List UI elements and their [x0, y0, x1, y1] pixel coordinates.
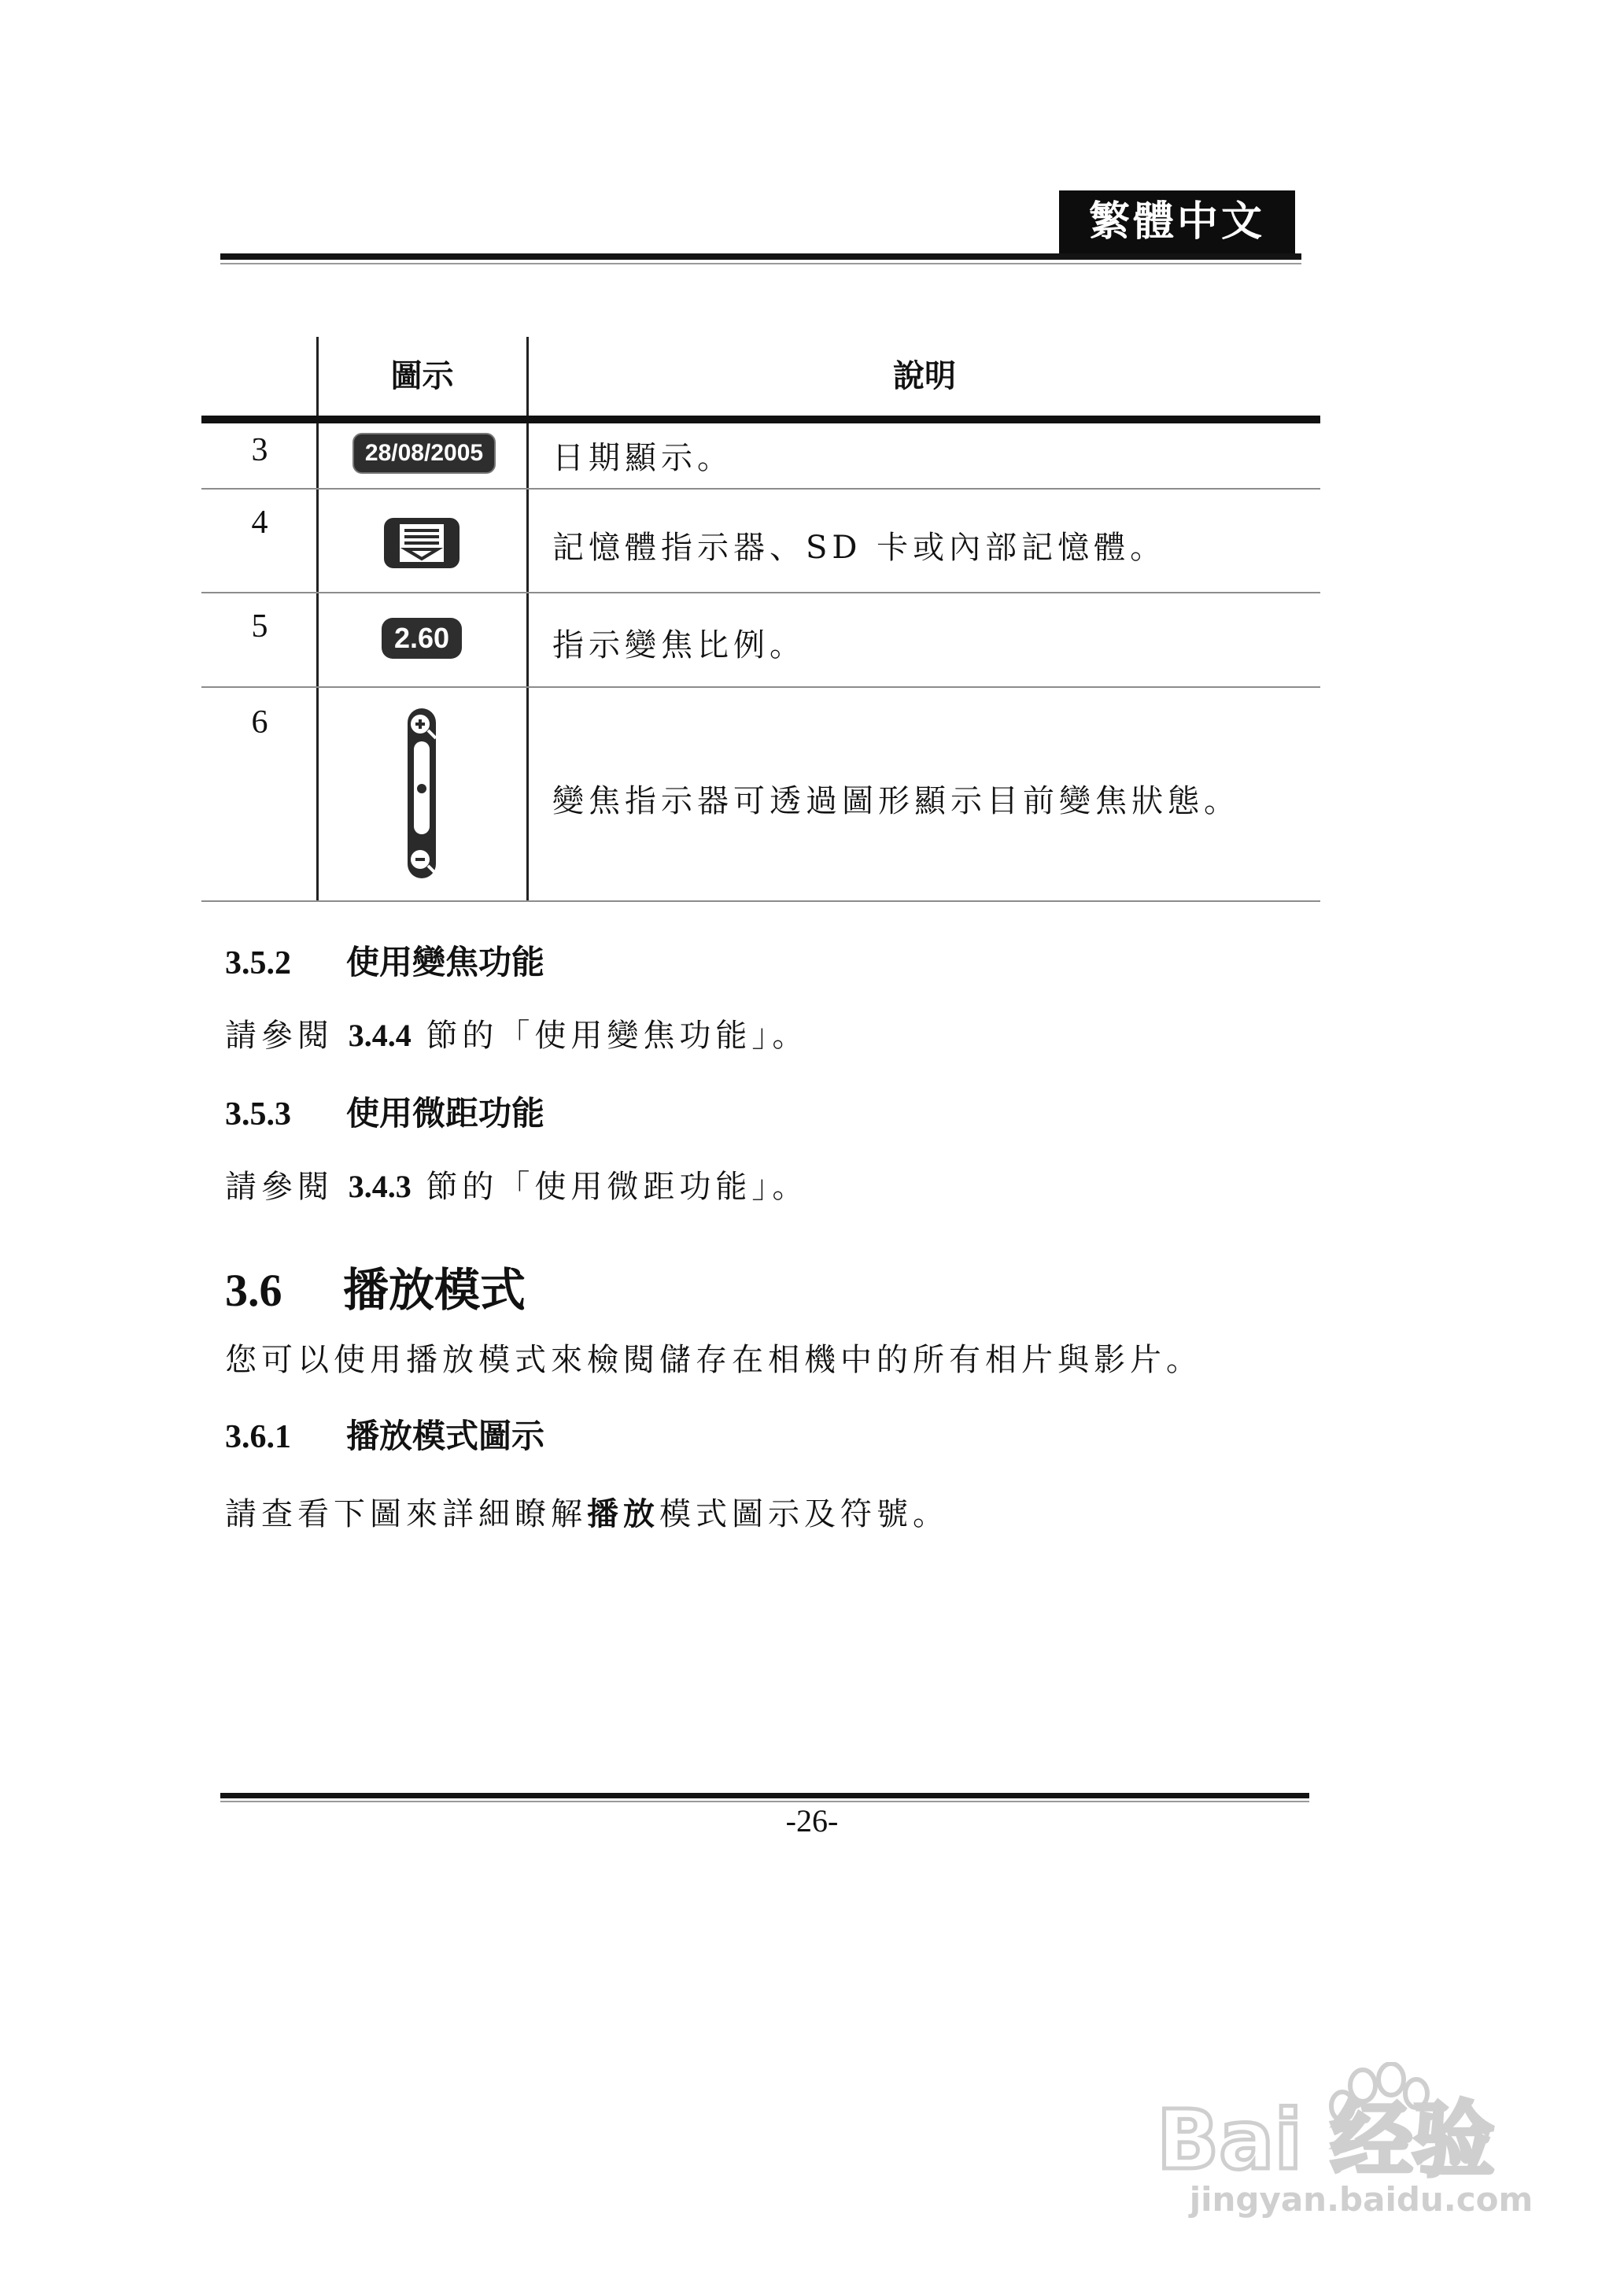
- section-paragraph: [225, 1011, 808, 1055]
- table-row-description: 日期顯示。: [552, 440, 733, 476]
- section-title: 播放模式圖示: [346, 1417, 545, 1455]
- footer-rule: [220, 1793, 1309, 1798]
- table-header-description: 說明: [893, 357, 956, 394]
- table-row-number: 4: [251, 504, 268, 541]
- watermark-url: jingyan.baidu.com: [1189, 2180, 1534, 2219]
- table-header-rule: [201, 416, 1320, 423]
- para-text: 請查看下圖來詳細瞭解: [225, 1496, 587, 1532]
- zoom-slider-icon: [397, 705, 447, 881]
- section-number: 3.5.2: [225, 945, 291, 981]
- section-title: 使用微距功能: [346, 1094, 545, 1133]
- header-rule-thin: [220, 263, 1301, 264]
- section-paragraph: 您可以使用播放模式來檢閱儲存在相機中的所有相片與影片。: [225, 1342, 1202, 1378]
- section-title: 使用變焦功能: [346, 943, 545, 981]
- table-row-divider: [201, 686, 1320, 688]
- section-title: 播放模式: [343, 1263, 526, 1317]
- para-text: 節的「使用變焦功能」。: [426, 1018, 809, 1054]
- date-display-icon: 28/08/2005: [352, 433, 496, 474]
- table-row-description: 記憶體指示器、SD 卡或內部記憶體。: [552, 530, 1167, 566]
- section-number: 3.6: [225, 1265, 282, 1316]
- section-number: 3.5.3: [225, 1096, 291, 1133]
- section-heading-3-5-3: [225, 1088, 544, 1135]
- section-reference: 3.4.4: [348, 1018, 412, 1053]
- table-row-description: 變焦指示器可透過圖形顯示目前變焦狀態。: [552, 783, 1240, 819]
- section-reference: 3.4.3: [348, 1169, 412, 1204]
- section-paragraph: [225, 1489, 949, 1534]
- section-heading-3-6: [225, 1253, 526, 1319]
- section-heading-3-5-2: [225, 937, 544, 984]
- para-text: 節的「使用微距功能」。: [426, 1169, 809, 1205]
- zoom-ratio-icon: 2.60: [382, 618, 462, 659]
- section-paragraph: [225, 1162, 808, 1207]
- table-row-number: 5: [251, 608, 268, 645]
- para-bold: 播放: [587, 1495, 659, 1532]
- svg-text:Bai 经验: Bai 经验: [1157, 2092, 1495, 2180]
- table-row-description: 指示變焦比例。: [552, 627, 806, 663]
- table-row-number: 6: [251, 704, 268, 741]
- baidu-watermark-logo: [1157, 2062, 1566, 2180]
- header-rule: [220, 253, 1301, 260]
- page-number: -26-: [785, 1803, 839, 1839]
- table-row-number: 3: [251, 432, 268, 468]
- para-text: 模式圖示及符號。: [659, 1496, 949, 1532]
- language-badge: 繁體中文: [1059, 190, 1295, 253]
- table-header-icon: 圖示: [390, 357, 454, 394]
- section-heading-3-6-1: [225, 1410, 544, 1458]
- para-text: 請參閱: [225, 1018, 334, 1054]
- table-row-divider: [201, 488, 1320, 490]
- memory-card-icon: [382, 516, 461, 570]
- para-text: 請參閱: [225, 1169, 334, 1205]
- table-row-divider: [201, 592, 1320, 593]
- section-number: 3.6.1: [225, 1419, 291, 1455]
- table-bottom-rule: [201, 900, 1320, 902]
